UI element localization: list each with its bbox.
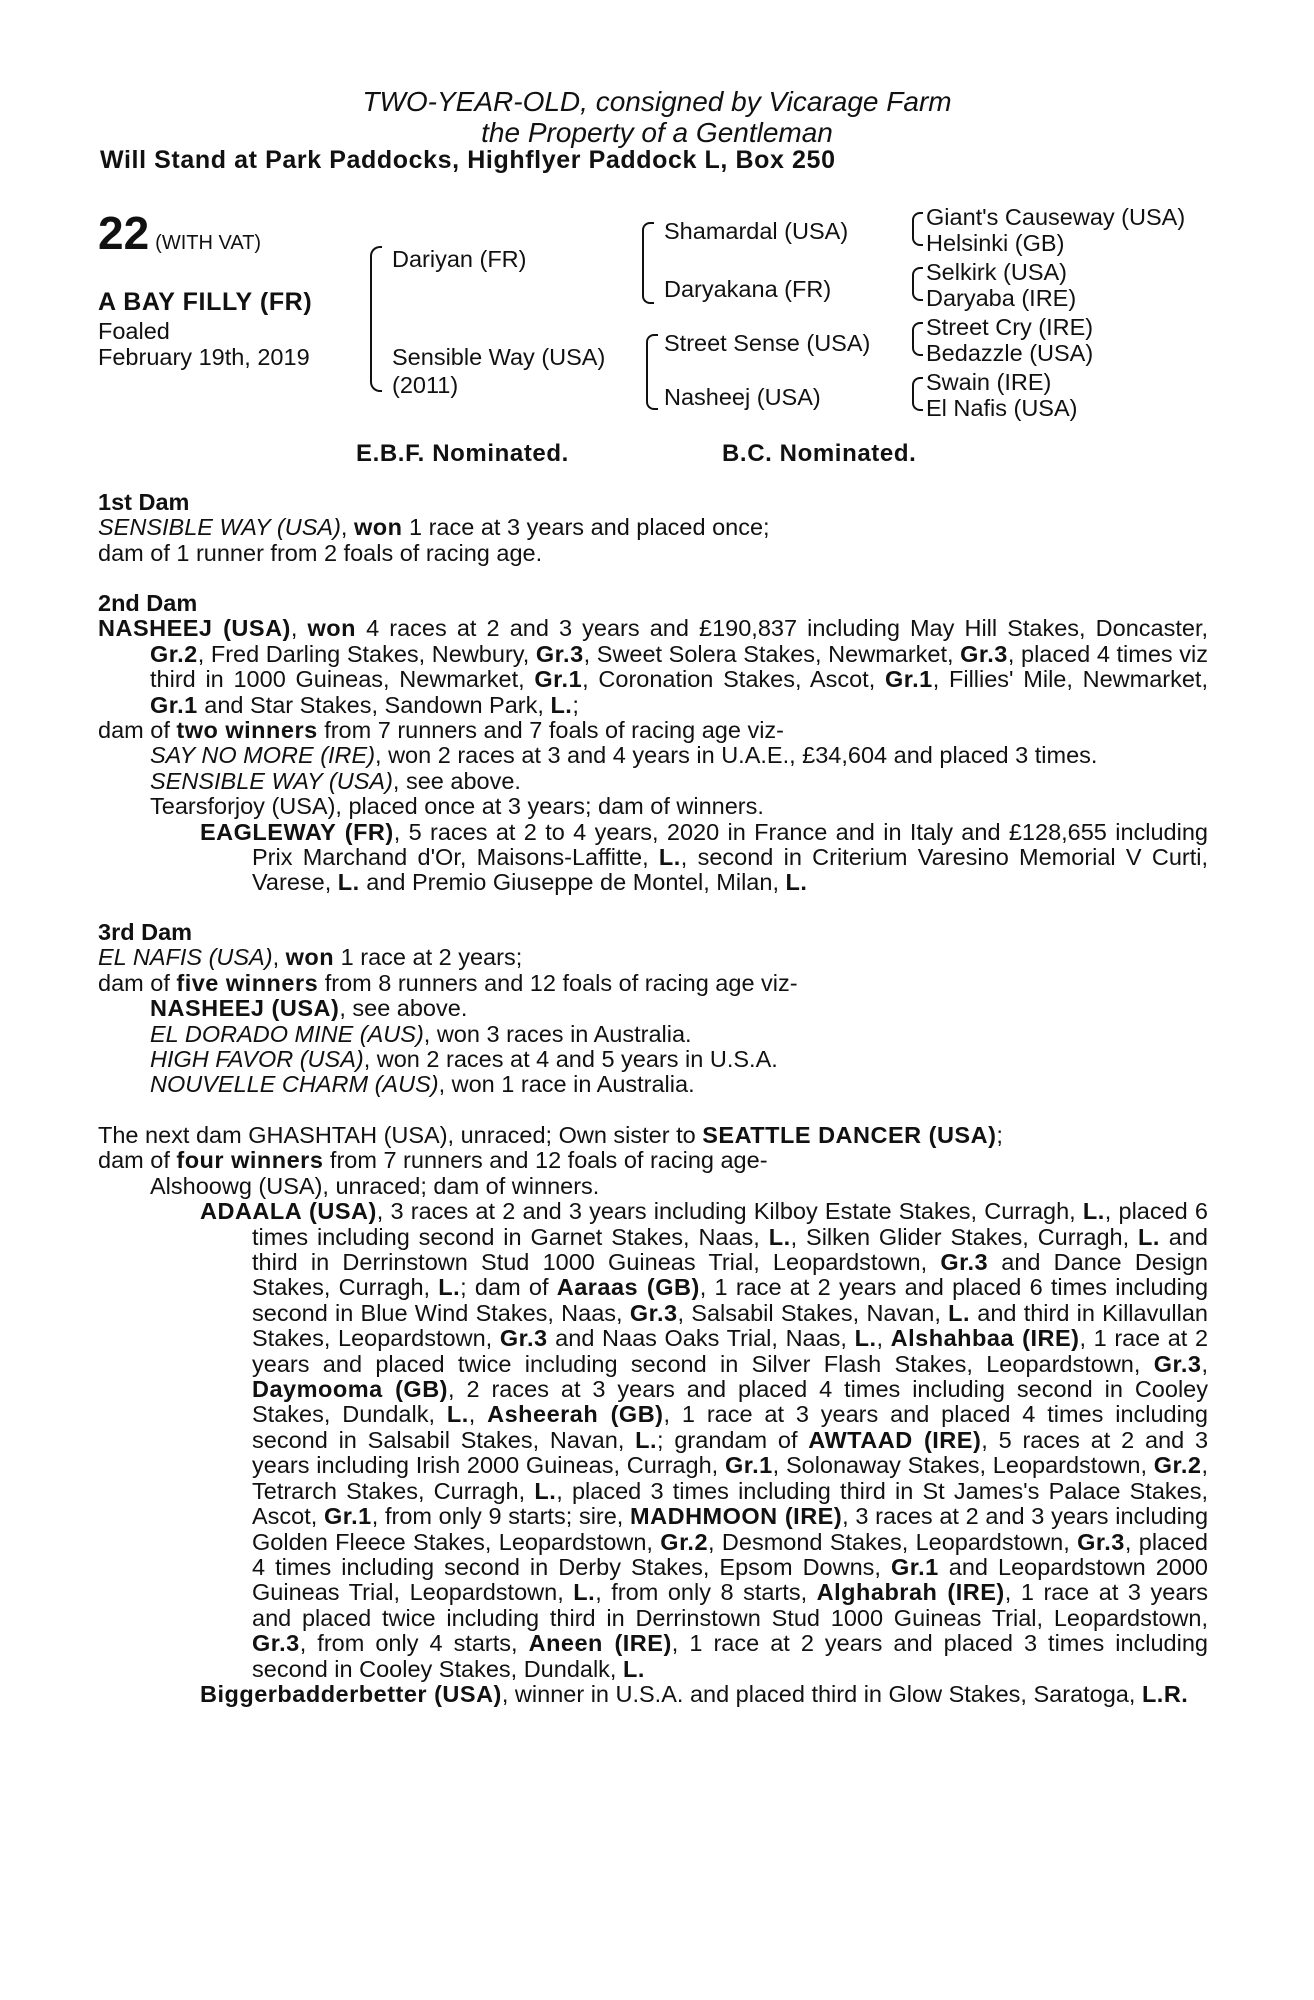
foaled-label: Foaled	[98, 318, 170, 344]
third-dam-produce-2: EL DORADO MINE (AUS), won 3 races in Australia.	[150, 1020, 692, 1047]
pedigree-gs2: Street Sense (USA)	[664, 330, 871, 356]
pedigree-ggd4: El Nafis (USA)	[926, 395, 1078, 421]
header-consignor: TWO-YEAR-OLD, consigned by Vicarage Farm	[362, 86, 952, 117]
first-dam-line2: dam of 1 runner from 2 foals of racing age.	[98, 539, 543, 566]
header-property: the Property of a Gentleman	[481, 117, 833, 148]
pedigree-ggd3: Bedazzle (USA)	[926, 340, 1094, 366]
pedigree-bracket-2a	[642, 222, 654, 304]
pedigree-ggs2: Selkirk (USA)	[926, 259, 1068, 285]
second-dam-produce-4: EAGLEWAY (FR), 5 races at 2 to 4 years, 2020 in France and in Italy and £128,655 including Prix Marchand d'Or, Maisons-Laffitte, L., second in Criterium Varesino Memorial V Curti, Varese, L. and Premio Giuseppe de Montel, Milan, L.	[200, 818, 1208, 896]
pedigree-bracket-3c	[912, 322, 923, 356]
first-dam-name: SENSIBLE WAY (USA)	[98, 514, 341, 541]
second-dam-produce-3: Tearsforjoy (USA), placed once at 3 years; dam of winners.	[150, 793, 764, 820]
pedigree-bracket-2b	[646, 334, 658, 410]
next-dam-line3: Alshoowg (USA), unraced; dam of winners.	[150, 1172, 600, 1199]
pedigree-bracket-3d	[912, 377, 923, 411]
pedigree-gs1: Shamardal (USA)	[664, 218, 849, 244]
pedigree-ggs1: Giant's Causeway (USA)	[926, 204, 1186, 230]
third-dam-produce-1: NASHEEJ (USA), see above.	[150, 995, 468, 1022]
pedigree-dam: Sensible Way (USA)	[392, 344, 606, 370]
first-dam-section	[98, 490, 1208, 566]
second-dam-produce-2: SENSIBLE WAY (USA), see above.	[150, 767, 521, 794]
third-dam-section	[98, 920, 1208, 1098]
first-dam-line1: SENSIBLE WAY (USA), won 1 race at 3 years and placed once;	[98, 514, 770, 541]
pedigree-dam-year: (2011)	[392, 372, 459, 398]
pedigree-bracket-3b	[912, 267, 923, 301]
pedigree-ggd1: Helsinki (GB)	[926, 230, 1065, 256]
pedigree-gd2: Nasheej (USA)	[664, 384, 821, 410]
third-dam-heading: 3rd Dam	[98, 919, 193, 945]
second-dam-name: NASHEEJ (USA)	[98, 615, 291, 642]
ebf-nomination: E.B.F. Nominated.	[356, 440, 569, 467]
pedigree-gd1: Daryakana (FR)	[664, 276, 832, 302]
pedigree-sire: Dariyan (FR)	[392, 246, 527, 272]
bc-nomination: B.C. Nominated.	[722, 440, 917, 467]
second-dam-produce: dam of two winners from 7 runners and 7 foals of racing age viz-	[98, 717, 784, 744]
next-dam-line2: dam of four winners from 7 runners and 12 foals of racing age-	[98, 1147, 768, 1174]
second-dam-section	[98, 591, 1208, 896]
lot-number-block	[98, 206, 261, 260]
third-dam-line1: EL NAFIS (USA), won 1 race at 2 years;	[98, 944, 523, 971]
first-dam-heading: 1st Dam	[98, 489, 190, 515]
biggerbadderbetter-record: Biggerbadderbetter (USA), winner in U.S.A. and placed third in Glow Stakes, Saratoga, L.R.	[200, 1680, 1189, 1707]
foaled-date: February 19th, 2019	[98, 344, 310, 370]
third-dam-produce-4: NOUVELLE CHARM (AUS), won 1 race in Australia.	[150, 1071, 695, 1098]
pedigree-ggs4: Swain (IRE)	[926, 369, 1052, 395]
pedigree-bracket-1	[370, 246, 382, 392]
pedigree-bracket-3a	[912, 212, 923, 246]
header-location: Will Stand at Park Paddocks, Highflyer Paddock L, Box 250	[100, 146, 836, 174]
second-dam-heading: 2nd Dam	[98, 590, 198, 616]
next-dam-section	[98, 1123, 1208, 1707]
pedigree-ggs3: Street Cry (IRE)	[926, 314, 1094, 340]
lot-description: A BAY FILLY (FR)	[98, 288, 313, 316]
second-dam-record: NASHEEJ (USA), won 4 races at 2 and 3 years and £190,837 including May Hill Stakes, Doncaster, Gr.2, Fred Darling Stakes, Newbury, Gr.3, Sweet Solera Stakes, Newmarket, Gr.3, placed 4 times viz third in 1000 Guineas, Newmarket, Gr.1, Coronation Stakes, Ascot, Gr.1, Fillies' Mile, Newmarket, Gr.1 and Star Stakes, Sandown Park, L.;	[98, 615, 1209, 718]
pedigree-ggd2: Daryaba (IRE)	[926, 285, 1077, 311]
lot-number: 22	[98, 207, 150, 259]
third-dam-produce: dam of five winners from 8 runners and 12 foals of racing age viz-	[98, 969, 798, 996]
lot-vat: (WITH VAT)	[155, 232, 262, 254]
adaala-record: ADAALA (USA), 3 races at 2 and 3 years including Kilboy Estate Stakes, Curragh, L., placed 6 times including second in Garnet Stakes, Naas, L., Silken Glider Stakes, Curragh, L. and third in Derrinstown Stud 1000 Guineas Trial, Leopardstown, Gr.3 and Dance Design Stakes, Curragh, L.; dam of Aaraas (GB), 1 race at 2 years and placed 6 times including second in Blue Wind Stakes, Naas, Gr.3, Salsabil Stakes, Navan, L. and third in Killavullan Stakes, Leopardstown, Gr.3 and Naas Oaks Trial, Naas, L., Alshahbaa (IRE), 1 race at 2 years and placed twice including second in Silver Flash Stakes, Leopardstown, Gr.3, Daymooma (GB), 2 races at 3 years and placed 4 times including second in Cooley Stakes, Dundalk, L., Asheerah (GB), 1 race at 3 years and placed 4 times including second in Salsabil Stakes, Navan, L.; grandam of AWTAAD (IRE), 5 races at 2 and 3 years including Irish 2000 Guineas, Curragh, Gr.1, Solonaway Stakes, Leopardstown, Gr.2, Tetrarch Stakes, Curragh, L., placed 3 times including third in St James's Palace Stakes, Ascot, Gr.1, from only 9 starts; sire, MADHMOON (IRE), 3 races at 2 and 3 years including Golden Fleece Stakes, Leopardstown, Gr.2, Desmond Stakes, Leopardstown, Gr.3, placed 4 times including second in Derby Stakes, Epsom Downs, Gr.1 and Leopardstown 2000 Guineas Trial, Leopardstown, L., from only 8 starts, Alghabrah (IRE), 1 race at 3 years and placed twice including third in Derrinstown Stud 1000 Guineas Trial, Leopardstown, Gr.3, from only 4 starts, Aneen (IRE), 1 race at 2 years and placed 3 times including second in Cooley Stakes, Dundalk, L.	[200, 1198, 1209, 1682]
third-dam-produce-3: HIGH FAVOR (USA), won 2 races at 4 and 5 years in U.S.A.	[150, 1046, 778, 1073]
next-dam-line1: The next dam GHASHTAH (USA), unraced; Own sister to SEATTLE DANCER (USA);	[98, 1122, 1003, 1148]
second-dam-produce-1: SAY NO MORE (IRE), won 2 races at 3 and 4 years in U.A.E., £34,604 and placed 3 times.	[150, 742, 1098, 769]
